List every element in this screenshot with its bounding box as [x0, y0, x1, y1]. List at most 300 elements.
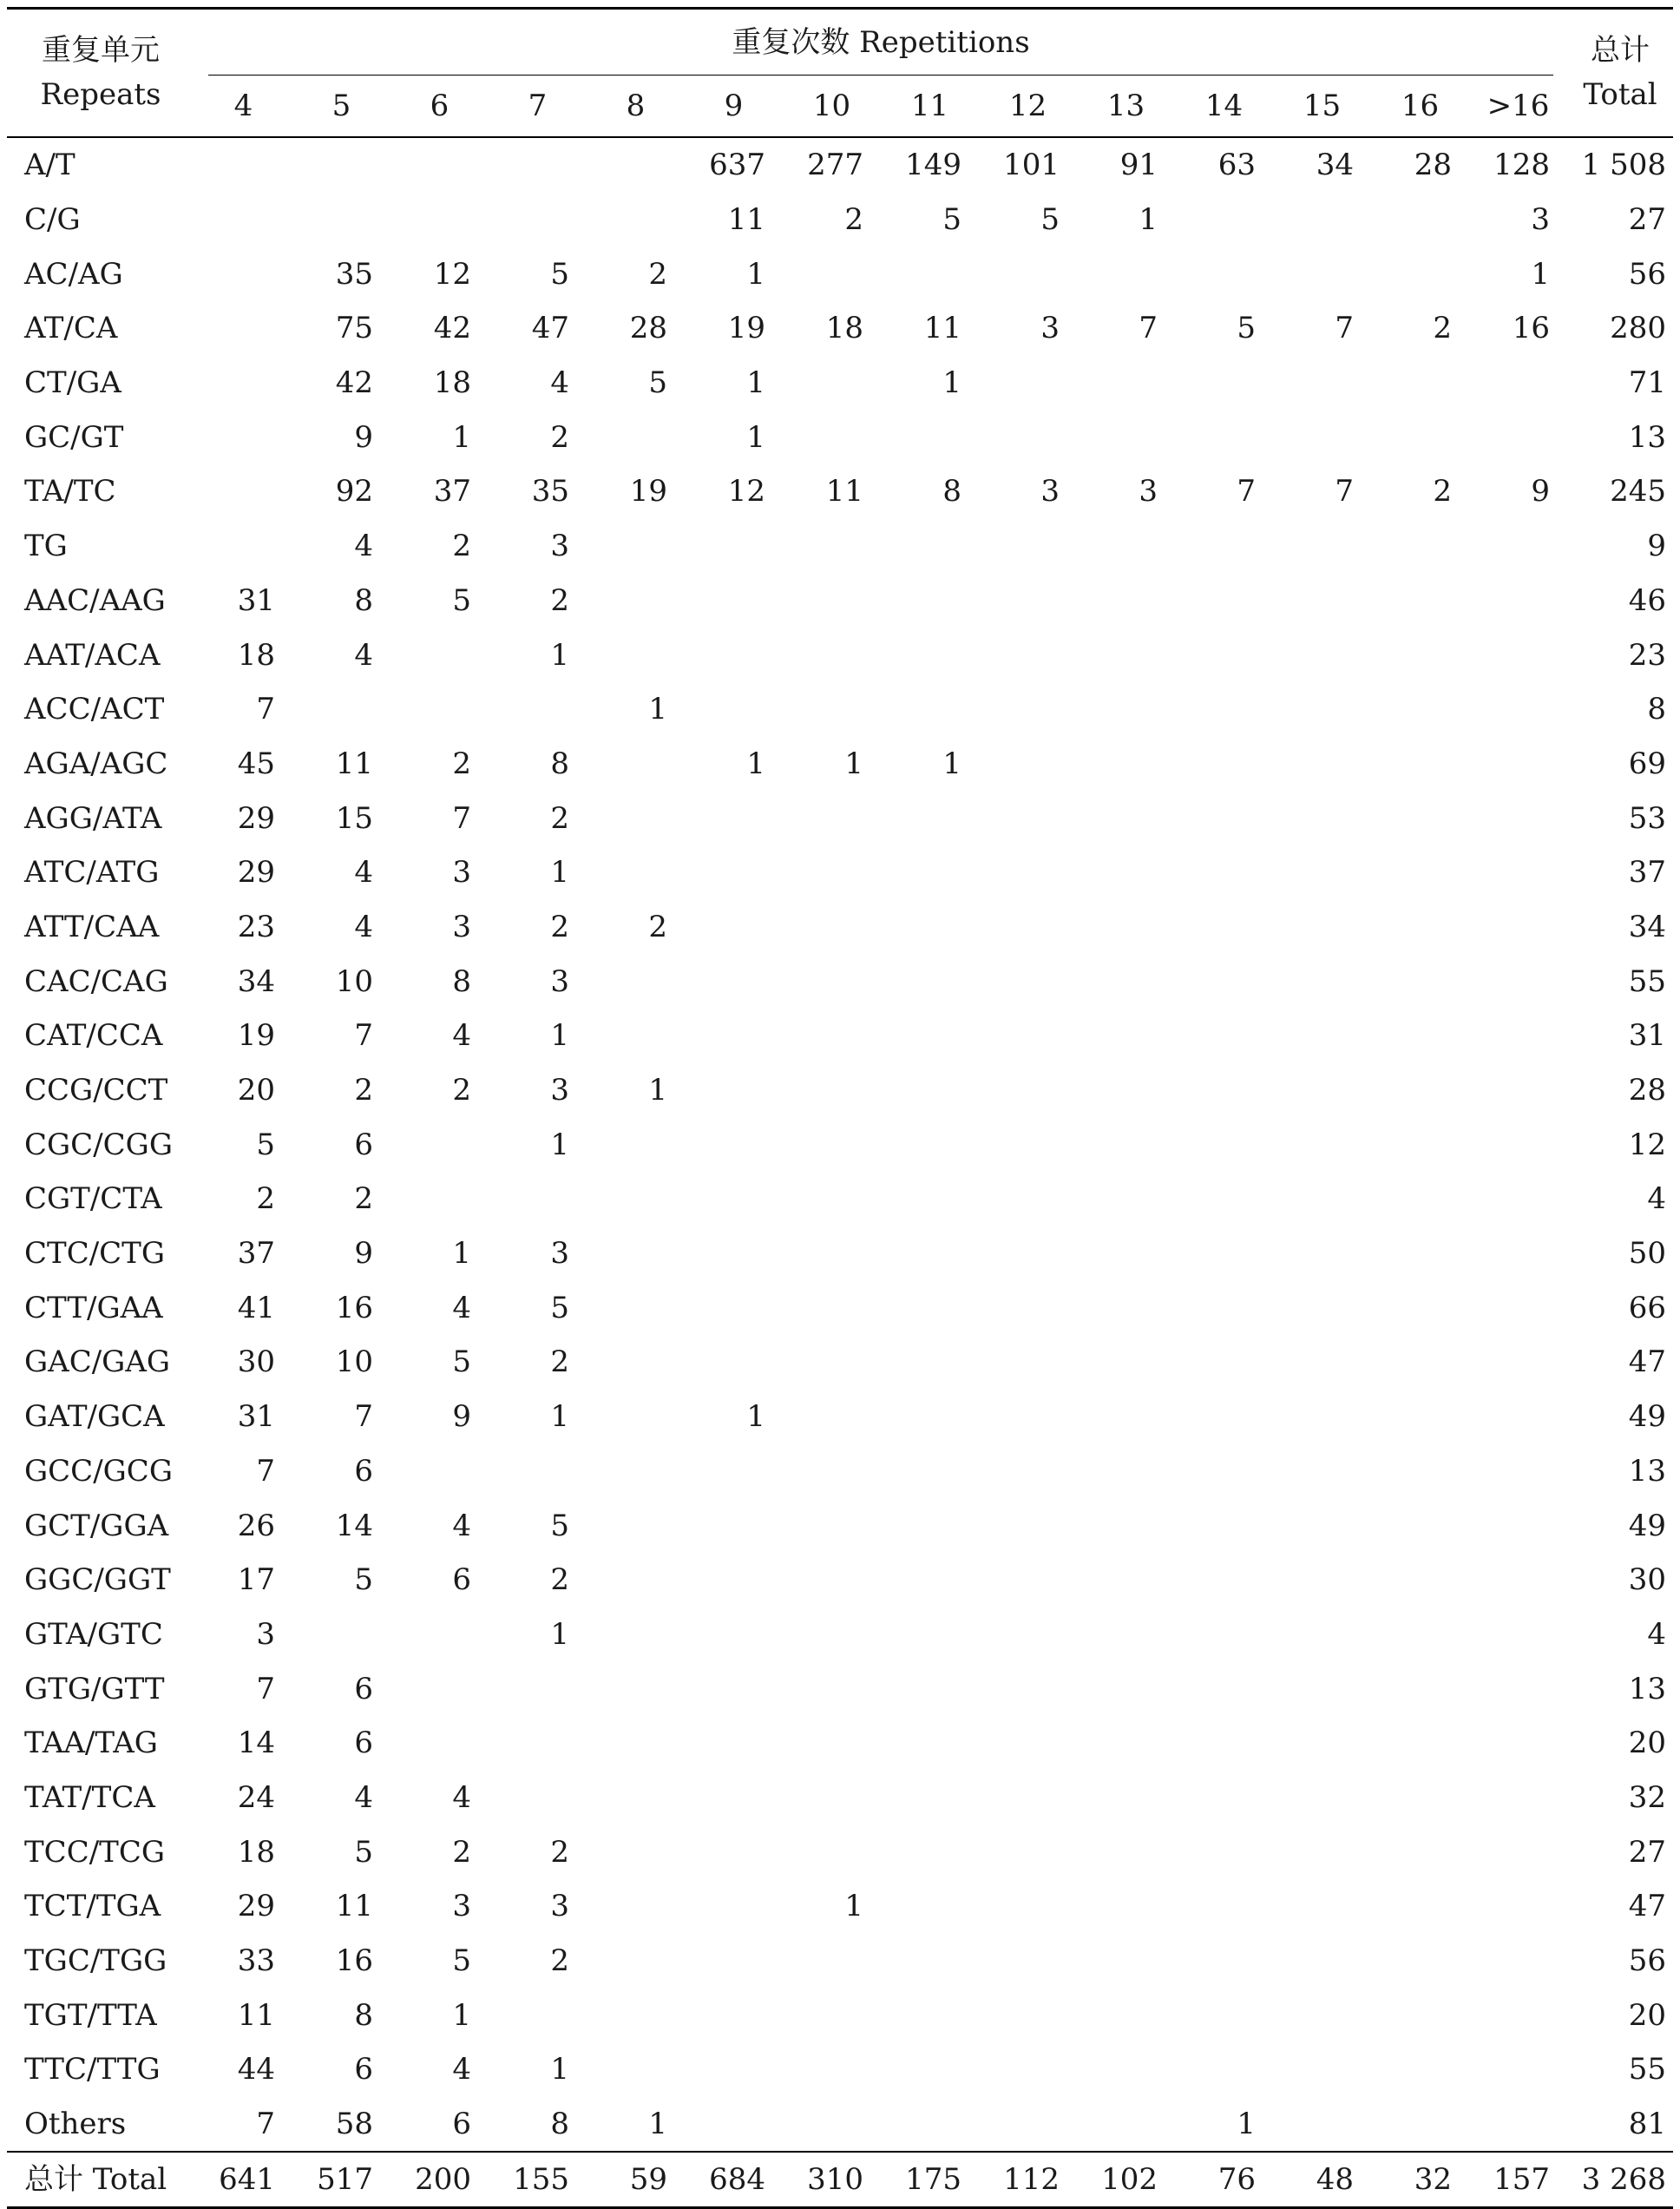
count-cell: 44 — [237, 2052, 275, 2087]
count-cell — [979, 1879, 1077, 1934]
count-cell: 75 — [335, 311, 373, 346]
count-cell: 14 — [335, 1508, 373, 1543]
count-cell — [783, 1934, 881, 1989]
count-cell: 4 — [354, 909, 373, 944]
count-cell — [1371, 900, 1469, 955]
row-total-cell: 49 — [1628, 1508, 1666, 1543]
grand-total-label: 总计 Total — [7, 2152, 194, 2208]
count-cell — [587, 1390, 685, 1444]
count-cell: 7 — [256, 2107, 275, 2142]
count-cell — [587, 1553, 685, 1607]
repeat-motif-cell: CAC/CAG — [24, 963, 168, 999]
count-cell: 35 — [531, 474, 569, 510]
count-cell — [1469, 1226, 1567, 1281]
count-cell — [1175, 1390, 1273, 1444]
count-cell — [587, 954, 685, 1009]
table-row — [7, 1063, 1673, 1118]
table-row — [7, 519, 1673, 574]
count-cell — [979, 1988, 1077, 2042]
count-cell: 58 — [335, 2107, 373, 2142]
count-cell — [1273, 574, 1371, 628]
count-cell: 4 — [452, 1018, 471, 1054]
table-row — [7, 1824, 1673, 1879]
table-header — [7, 9, 1673, 138]
count-cell: 3 — [550, 1073, 569, 1108]
count-cell — [1371, 682, 1469, 737]
count-cell: 1 — [746, 746, 765, 781]
count-cell — [1371, 791, 1469, 845]
count-cell: 4 — [354, 637, 373, 673]
count-cell — [1273, 2042, 1371, 2097]
count-cell: 2 — [844, 202, 863, 238]
count-cell — [292, 682, 390, 737]
count-cell — [1273, 845, 1371, 900]
count-cell — [1469, 1771, 1567, 1825]
count-cell — [881, 1335, 979, 1390]
count-cell — [1077, 845, 1175, 900]
count-cell — [881, 1824, 979, 1879]
count-cell: 7 — [354, 1018, 373, 1054]
count-cell: 8 — [550, 746, 569, 781]
count-cell — [685, 1879, 783, 1934]
count-cell — [292, 1607, 390, 1662]
count-cell — [1469, 1172, 1567, 1226]
count-cell: 4 — [550, 365, 569, 401]
count-cell — [685, 1553, 783, 1607]
column-total-cell: 310 — [783, 2152, 881, 2208]
count-cell — [685, 1716, 783, 1771]
count-cell: 5 — [1237, 311, 1256, 346]
repeats-header — [7, 9, 194, 138]
count-cell — [1371, 1824, 1469, 1879]
count-cell — [194, 410, 292, 464]
count-cell: 12 — [433, 256, 471, 292]
count-cell — [1077, 737, 1175, 792]
repeat-motif-cell: AT/CA — [24, 311, 118, 346]
count-cell — [1371, 1444, 1469, 1499]
repeat-motif-cell: TAA/TAG — [24, 1726, 158, 1761]
count-cell — [979, 1716, 1077, 1771]
repeat-motif-cell: GGC/GGT — [24, 1562, 171, 1598]
count-cell — [783, 2042, 881, 2097]
column-header: 13 — [1077, 76, 1175, 137]
count-cell — [1175, 574, 1273, 628]
count-cell — [1175, 1444, 1273, 1499]
count-cell — [1371, 1771, 1469, 1825]
count-cell — [587, 845, 685, 900]
row-total-cell: 49 — [1628, 1399, 1666, 1435]
count-cell: 3 — [550, 529, 569, 564]
count-cell — [1371, 737, 1469, 792]
count-cell — [881, 1063, 979, 1118]
count-cell — [1175, 682, 1273, 737]
count-cell: 1 — [550, 855, 569, 891]
count-cell — [390, 137, 489, 193]
count-cell — [979, 410, 1077, 464]
count-cell — [1077, 682, 1175, 737]
count-cell — [1175, 519, 1273, 574]
count-cell — [587, 1009, 685, 1063]
count-cell: 16 — [335, 1290, 373, 1325]
count-cell: 4 — [452, 1779, 471, 1815]
repeat-motif-cell: CAT/CCA — [24, 1018, 163, 1054]
count-cell — [1175, 1661, 1273, 1716]
count-cell: 12 — [727, 474, 765, 510]
row-total-cell: 32 — [1628, 1779, 1666, 1815]
count-cell — [1371, 1879, 1469, 1934]
count-cell — [1469, 682, 1567, 737]
table-row — [7, 247, 1673, 301]
column-header: 12 — [979, 76, 1077, 137]
count-cell — [587, 791, 685, 845]
count-cell — [783, 628, 881, 682]
column-header: 15 — [1273, 76, 1371, 137]
table-row — [7, 301, 1673, 356]
count-cell: 5 — [1040, 202, 1060, 238]
count-cell — [1077, 1771, 1175, 1825]
count-cell: 277 — [807, 148, 863, 183]
row-total-cell: 12 — [1628, 1127, 1666, 1162]
count-cell: 7 — [1237, 474, 1256, 510]
count-cell — [685, 1009, 783, 1063]
count-cell — [1469, 1934, 1567, 1989]
count-cell: 3 — [1040, 474, 1060, 510]
table-row — [7, 464, 1673, 519]
count-cell — [1077, 1879, 1175, 1934]
count-cell: 4 — [354, 529, 373, 564]
count-cell: 2 — [452, 746, 471, 781]
count-cell — [1175, 2042, 1273, 2097]
count-cell — [881, 1172, 979, 1226]
count-cell — [1175, 410, 1273, 464]
count-cell — [979, 247, 1077, 301]
column-header: 14 — [1175, 76, 1273, 137]
count-cell — [783, 519, 881, 574]
count-cell — [1371, 247, 1469, 301]
count-cell — [1175, 1335, 1273, 1390]
count-cell — [979, 682, 1077, 737]
count-cell: 18 — [433, 365, 471, 401]
count-cell — [1273, 628, 1371, 682]
count-cell — [1469, 1879, 1567, 1934]
column-header: 7 — [489, 76, 587, 137]
count-cell: 9 — [1531, 474, 1550, 510]
count-cell — [1469, 1824, 1567, 1879]
count-cell — [587, 410, 685, 464]
ssr-repeat-table — [7, 7, 1673, 2209]
column-total-cell: 157 — [1469, 2152, 1567, 2208]
count-cell — [881, 2042, 979, 2097]
count-cell — [881, 1553, 979, 1607]
count-cell — [881, 1280, 979, 1335]
count-cell — [1273, 1444, 1371, 1499]
count-cell: 19 — [629, 474, 667, 510]
table-row — [7, 1117, 1673, 1172]
count-cell: 7 — [452, 800, 471, 836]
count-cell: 3 — [550, 963, 569, 999]
repeat-motif-cell: CGC/CGG — [24, 1127, 173, 1162]
row-total-cell: 23 — [1628, 637, 1666, 673]
column-total-cell: 641 — [194, 2152, 292, 2208]
count-cell: 1 — [550, 1616, 569, 1652]
count-cell — [489, 682, 587, 737]
count-cell: 9 — [452, 1399, 471, 1435]
grand-total-row — [7, 2152, 1673, 2208]
table-row — [7, 1607, 1673, 1662]
count-cell — [685, 574, 783, 628]
count-cell — [685, 1498, 783, 1553]
column-header: 10 — [783, 76, 881, 137]
repeat-motif-cell: Others — [24, 2107, 127, 2142]
row-total-cell: 81 — [1628, 2107, 1666, 2142]
count-cell: 5 — [648, 365, 667, 401]
table-row — [7, 1661, 1673, 1716]
count-cell — [1469, 2042, 1567, 2097]
count-cell: 1 — [1531, 256, 1550, 292]
row-total-cell: 56 — [1628, 256, 1666, 292]
count-cell — [1077, 1988, 1175, 2042]
count-cell — [1175, 1226, 1273, 1281]
count-cell — [881, 1988, 979, 2042]
count-cell — [1273, 1226, 1371, 1281]
count-cell — [1175, 954, 1273, 1009]
count-cell — [783, 1444, 881, 1499]
count-cell — [489, 1661, 587, 1716]
count-cell: 6 — [354, 1453, 373, 1489]
count-cell — [1469, 356, 1567, 411]
count-cell — [685, 1824, 783, 1879]
count-cell: 8 — [550, 2107, 569, 2142]
count-cell: 1 — [746, 365, 765, 401]
count-cell — [1273, 1661, 1371, 1716]
repeat-motif-cell: TCC/TCG — [24, 1834, 166, 1870]
count-cell — [1077, 1226, 1175, 1281]
count-cell — [587, 519, 685, 574]
count-cell — [1175, 845, 1273, 900]
count-cell — [489, 1988, 587, 2042]
table-row — [7, 737, 1673, 792]
count-cell — [783, 1771, 881, 1825]
column-total-cell: 112 — [979, 2152, 1077, 2208]
row-total-cell: 4 — [1647, 1616, 1666, 1652]
count-cell: 11 — [923, 311, 961, 346]
count-cell — [685, 2042, 783, 2097]
repeat-motif-cell: CGT/CTA — [24, 1181, 162, 1217]
count-cell — [1077, 954, 1175, 1009]
repeat-motif-cell: GAT/GCA — [24, 1399, 165, 1435]
count-cell — [587, 1824, 685, 1879]
total-header-en: Total — [1583, 77, 1657, 112]
row-total-cell: 13 — [1628, 1453, 1666, 1489]
count-cell — [1175, 791, 1273, 845]
count-cell — [1371, 1117, 1469, 1172]
repeat-motif-cell: CCG/CCT — [24, 1073, 168, 1108]
count-cell — [587, 1117, 685, 1172]
table-row — [7, 1280, 1673, 1335]
count-cell: 2 — [452, 1073, 471, 1108]
row-total-cell: 46 — [1628, 582, 1666, 618]
count-cell: 11 — [727, 202, 765, 238]
count-cell: 41 — [237, 1290, 275, 1325]
count-cell — [685, 1280, 783, 1335]
table-row — [7, 1771, 1673, 1825]
count-cell — [979, 1117, 1077, 1172]
row-total-cell: 9 — [1647, 529, 1666, 564]
count-cell — [1469, 519, 1567, 574]
column-header: 8 — [587, 76, 685, 137]
count-cell — [1273, 1280, 1371, 1335]
count-cell — [881, 682, 979, 737]
count-cell: 10 — [335, 1344, 373, 1380]
count-cell: 2 — [256, 1181, 275, 1217]
count-cell — [1273, 1063, 1371, 1118]
count-cell: 29 — [237, 1889, 275, 1924]
count-cell: 3 — [1040, 311, 1060, 346]
count-cell — [1273, 791, 1371, 845]
column-total-cell: 517 — [292, 2152, 390, 2208]
count-cell: 1 — [550, 1018, 569, 1054]
table-row — [7, 1553, 1673, 1607]
count-cell: 37 — [237, 1236, 275, 1272]
column-total-cell: 175 — [881, 2152, 979, 2208]
count-cell: 1 — [746, 1399, 765, 1435]
count-cell: 6 — [452, 2107, 471, 2142]
column-header: 4 — [194, 76, 292, 137]
repeat-motif-cell: TTC/TTG — [24, 2052, 161, 2087]
table-row — [7, 1444, 1673, 1499]
count-cell — [979, 1661, 1077, 1716]
count-cell — [1371, 1553, 1469, 1607]
count-cell — [1175, 737, 1273, 792]
count-cell — [979, 2042, 1077, 2097]
count-cell — [1469, 737, 1567, 792]
count-cell — [783, 900, 881, 955]
count-cell — [1469, 1117, 1567, 1172]
count-cell — [783, 1661, 881, 1716]
column-header: 6 — [390, 76, 489, 137]
count-cell — [587, 137, 685, 193]
count-cell — [1371, 1607, 1469, 1662]
count-cell: 8 — [452, 963, 471, 999]
count-cell — [587, 1661, 685, 1716]
count-cell — [1469, 1444, 1567, 1499]
count-cell — [1469, 1607, 1567, 1662]
count-cell: 2 — [452, 529, 471, 564]
row-total-cell: 37 — [1628, 855, 1666, 891]
row-total-cell: 280 — [1610, 311, 1666, 346]
row-total-cell: 66 — [1628, 1290, 1666, 1325]
count-cell — [1469, 1335, 1567, 1390]
table-row — [7, 900, 1673, 955]
count-cell — [881, 628, 979, 682]
count-cell — [881, 247, 979, 301]
count-cell — [1077, 519, 1175, 574]
column-total-cell: 684 — [685, 2152, 783, 2208]
count-cell: 31 — [237, 582, 275, 618]
count-cell: 2 — [452, 1834, 471, 1870]
count-cell — [489, 1172, 587, 1226]
count-cell — [1371, 410, 1469, 464]
count-cell: 15 — [335, 800, 373, 836]
table-row — [7, 410, 1673, 464]
count-cell — [1273, 1771, 1371, 1825]
repeat-motif-cell: A/T — [24, 148, 75, 183]
count-cell — [1077, 1553, 1175, 1607]
count-cell — [489, 1444, 587, 1499]
count-cell — [783, 574, 881, 628]
count-cell — [1077, 1607, 1175, 1662]
count-cell — [1371, 519, 1469, 574]
count-cell: 19 — [727, 311, 765, 346]
count-cell — [1469, 791, 1567, 845]
count-cell — [783, 1172, 881, 1226]
count-cell: 1 — [648, 1073, 667, 1108]
count-cell — [390, 1444, 489, 1499]
count-cell — [685, 1934, 783, 1989]
table-row — [7, 845, 1673, 900]
column-header: >16 — [1469, 76, 1567, 137]
count-cell: 2 — [550, 1943, 569, 1979]
count-cell: 2 — [550, 419, 569, 455]
repeat-motif-cell: TGT/TTA — [24, 1997, 157, 2033]
count-cell: 2 — [550, 909, 569, 944]
count-cell — [1077, 1063, 1175, 1118]
repeat-motif-cell: GTA/GTC — [24, 1616, 163, 1652]
count-cell — [881, 1661, 979, 1716]
count-cell: 3 — [550, 1889, 569, 1924]
repeat-motif-cell: ATT/CAA — [24, 909, 160, 944]
count-cell: 5 — [550, 1508, 569, 1543]
table-row — [7, 682, 1673, 737]
count-cell — [1077, 1117, 1175, 1172]
column-total-cell: 59 — [587, 2152, 685, 2208]
count-cell — [881, 1716, 979, 1771]
count-cell: 28 — [1414, 148, 1452, 183]
count-cell: 45 — [237, 746, 275, 781]
count-cell — [783, 954, 881, 1009]
count-cell — [1469, 845, 1567, 900]
table-row — [7, 193, 1673, 247]
count-cell — [979, 1280, 1077, 1335]
count-cell: 2 — [354, 1073, 373, 1108]
table-row — [7, 1498, 1673, 1553]
count-cell — [979, 1009, 1077, 1063]
count-cell — [1273, 1117, 1371, 1172]
count-cell — [1273, 1934, 1371, 1989]
count-cell — [1175, 1498, 1273, 1553]
count-cell — [1371, 1063, 1469, 1118]
count-cell — [1273, 1824, 1371, 1879]
count-cell — [881, 574, 979, 628]
count-cell: 1 — [550, 1399, 569, 1435]
row-total-cell: 13 — [1628, 1671, 1666, 1706]
count-cell — [881, 900, 979, 955]
count-cell — [587, 1226, 685, 1281]
count-cell: 63 — [1217, 148, 1256, 183]
count-cell — [685, 1117, 783, 1172]
count-cell — [587, 628, 685, 682]
count-cell: 1 — [452, 1236, 471, 1272]
count-cell — [881, 954, 979, 1009]
row-total-cell: 30 — [1628, 1562, 1666, 1598]
count-cell — [1273, 1879, 1371, 1934]
table-row — [7, 1934, 1673, 1989]
count-cell: 92 — [335, 474, 373, 510]
count-cell — [979, 574, 1077, 628]
table-row — [7, 356, 1673, 411]
count-cell — [979, 1063, 1077, 1118]
count-cell — [979, 1172, 1077, 1226]
